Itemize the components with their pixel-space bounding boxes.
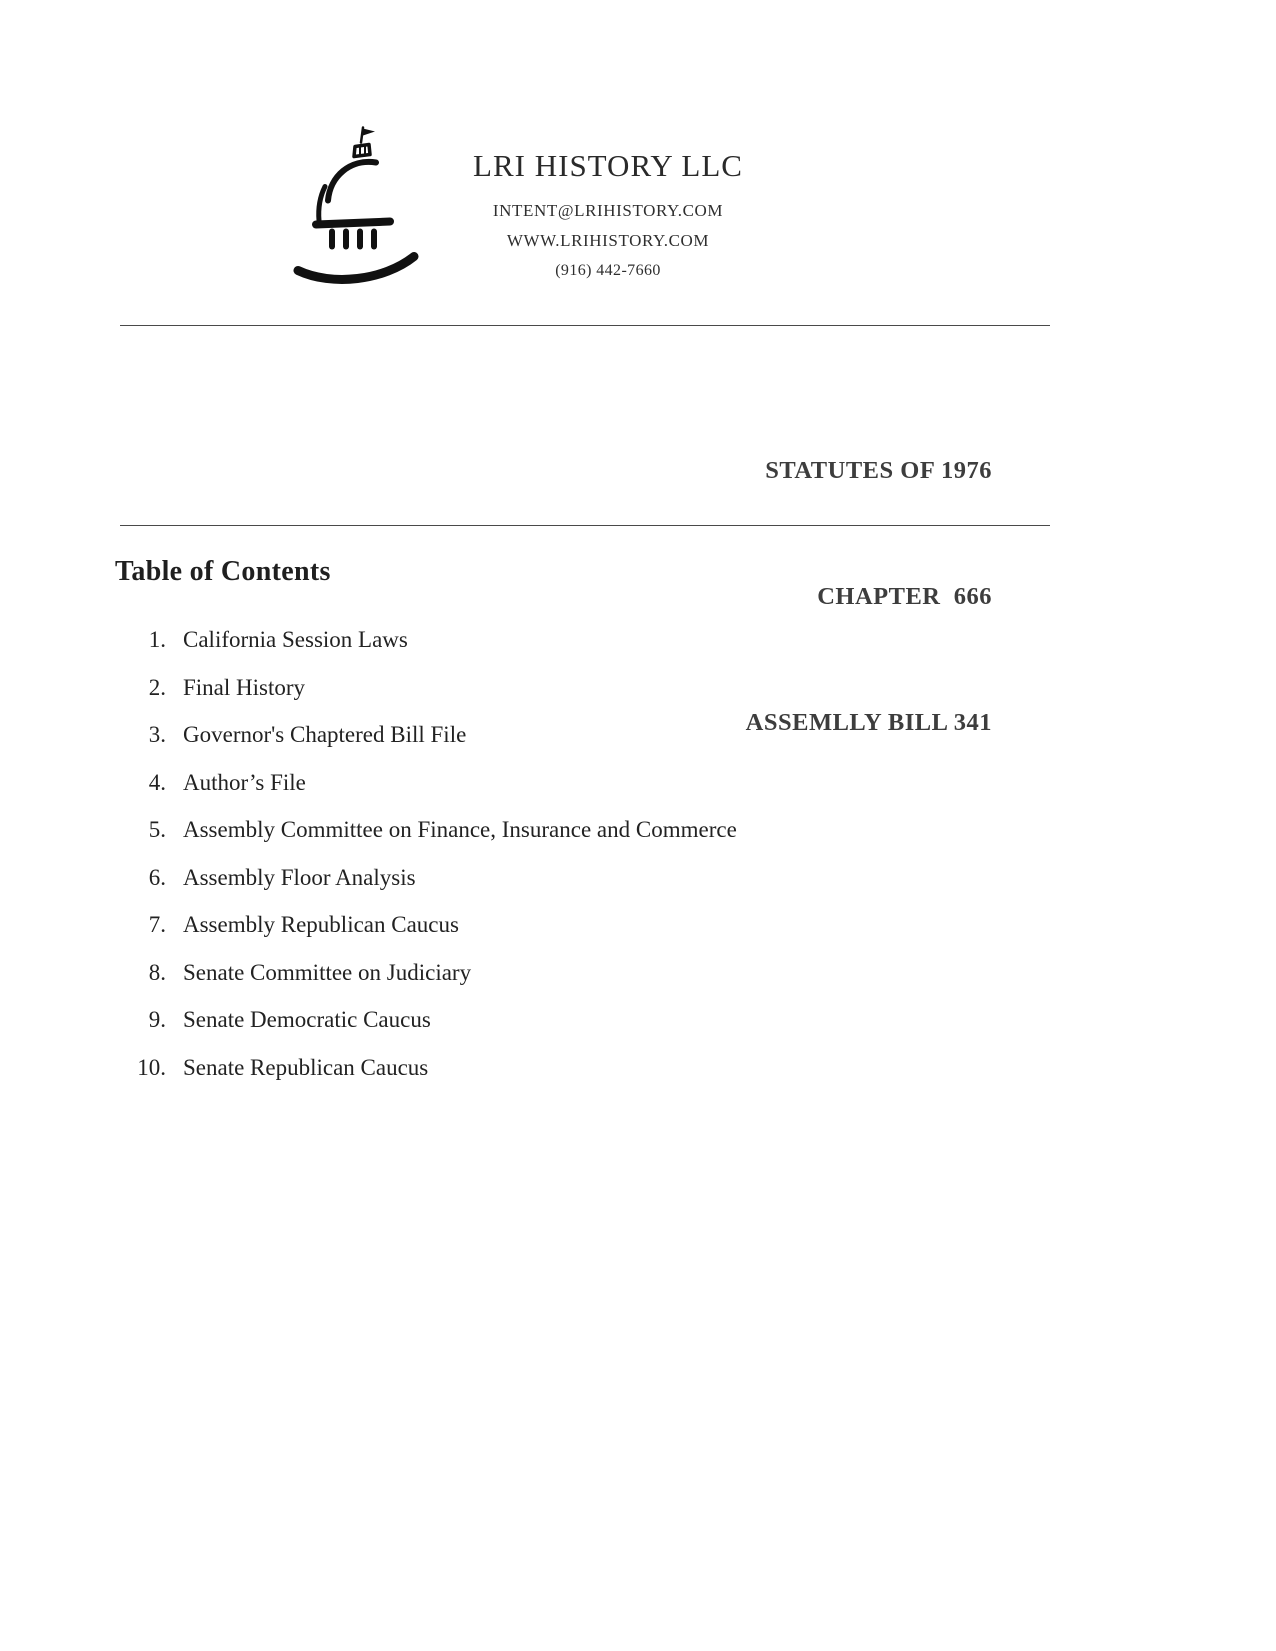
toc-item-number: 3. xyxy=(148,722,166,747)
toc-item-number: 9. xyxy=(148,1007,166,1032)
toc-item-number: 1. xyxy=(148,627,166,652)
toc-item xyxy=(118,806,1018,854)
company-email: INTENT@LRIHISTORY.COM xyxy=(492,201,724,220)
toc-item-label: Senate Republican Caucus xyxy=(183,1054,429,1080)
toc-item xyxy=(118,1044,1018,1092)
toc-item xyxy=(118,616,1018,664)
company-website: WWW.LRIHISTORY.COM xyxy=(506,231,710,250)
toc-item-label: Final History xyxy=(183,674,306,700)
toc-item-label: Governor's Chaptered Bill File xyxy=(183,722,467,747)
toc-list xyxy=(118,616,1018,1091)
toc-item xyxy=(118,996,1018,1044)
toc-item-number: 10. xyxy=(137,1054,166,1080)
toc-item-label: Assembly Floor Analysis xyxy=(183,864,416,890)
capitol-logo-icon xyxy=(292,122,432,287)
statute-line-bill: ASSEMLLY BILL 341 xyxy=(745,709,992,736)
toc-item xyxy=(118,949,1018,997)
statute-line-chapter: CHAPTER 666 xyxy=(817,583,992,610)
divider-top xyxy=(120,325,1050,326)
toc-item-number: 6. xyxy=(148,864,166,890)
toc-item-label: California Session Laws xyxy=(183,627,408,652)
toc-item-number: 7. xyxy=(148,912,166,937)
toc-item-number: 8. xyxy=(148,959,166,985)
toc-item xyxy=(118,759,1018,807)
toc-heading: Table of Contents xyxy=(115,556,331,587)
toc-item xyxy=(118,901,1018,949)
toc-item-number: 2. xyxy=(148,674,166,700)
toc-item-label: Assembly Republican Caucus xyxy=(183,912,459,937)
toc-item xyxy=(118,711,1018,759)
company-phone: (916) 442-7660 xyxy=(555,262,661,279)
toc-item-label: Author’s File xyxy=(183,769,306,795)
toc-item-label: Senate Democratic Caucus xyxy=(183,1007,431,1032)
toc-item-label: Assembly Committee on Finance, Insurance and Commerce xyxy=(183,817,737,842)
divider-bottom xyxy=(120,525,1050,526)
toc-item xyxy=(118,664,1018,712)
toc-item-number: 4. xyxy=(148,769,166,795)
letterhead xyxy=(448,148,768,286)
company-name: LRI HISTORY LLC xyxy=(473,148,743,183)
toc-item-number: 5. xyxy=(148,817,166,842)
toc-item-label: Senate Committee on Judiciary xyxy=(183,959,472,985)
toc-item xyxy=(118,854,1018,902)
statute-line-statutes: STATUTES OF 1976 xyxy=(765,457,992,484)
